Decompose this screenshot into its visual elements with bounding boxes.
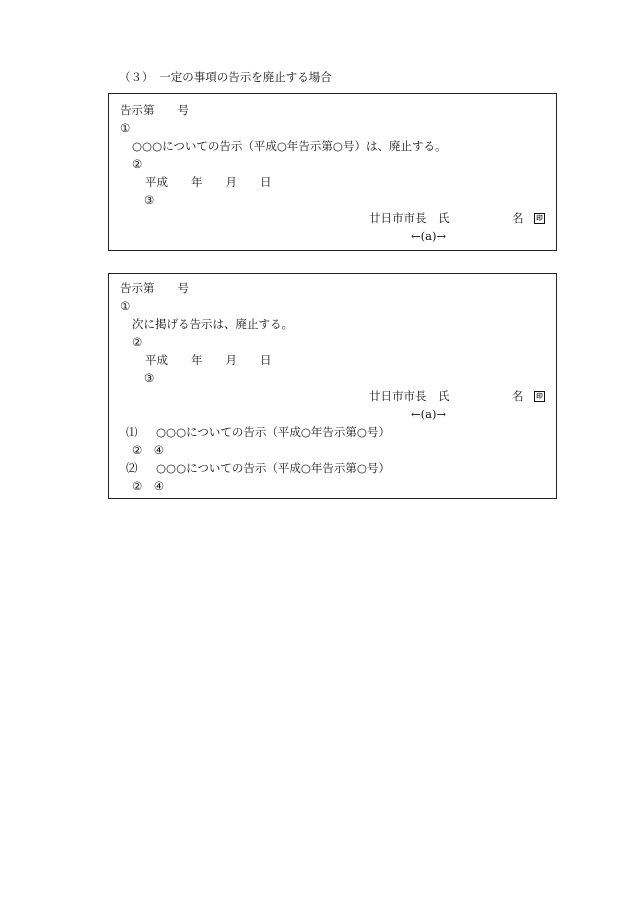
list-item-markers: ② ④ (132, 443, 165, 457)
signer-name-label: 名 (512, 389, 524, 403)
marker-3: ③ (144, 371, 155, 385)
list-item-text: ○○○についての告示（平成○年告示第○号） (156, 425, 390, 439)
list-item-number: ⑵ (126, 461, 138, 475)
notice-body: 次に掲げる告示は、廃止する。 (132, 317, 293, 331)
notice-body: ○○○についての告示（平成○年告示第○号）は、廃止する。 (132, 139, 447, 153)
notice-number: 告示第 号 (120, 281, 189, 295)
section-heading: （３） 一定の事項の告示を廃止する場合 (119, 70, 332, 84)
spacing-note: ←(a)→ (411, 407, 447, 421)
seal-icon: 印 (534, 390, 545, 402)
marker-2: ② (132, 335, 143, 349)
notice-number: 告示第 号 (120, 103, 189, 117)
marker-1: ① (120, 299, 131, 313)
list-item-text: ○○○についての告示（平成○年告示第○号） (156, 461, 390, 475)
list-item-markers: ② ④ (132, 479, 165, 493)
signer-name-label: 名 (512, 211, 524, 225)
notice-example-multiple (108, 273, 557, 499)
seal-icon: 印 (534, 212, 545, 224)
marker-1: ① (120, 121, 131, 135)
signer-title: 廿日市市長 氏 (369, 389, 450, 403)
notice-date: 平成 年 月 日 (145, 175, 272, 189)
notice-example-single (108, 93, 557, 251)
notice-date: 平成 年 月 日 (145, 353, 272, 367)
marker-2: ② (132, 157, 143, 171)
marker-3: ③ (144, 193, 155, 207)
signer-title: 廿日市市長 氏 (369, 211, 450, 225)
spacing-note: ←(a)→ (411, 229, 447, 243)
list-item-number: ⑴ (126, 425, 138, 439)
